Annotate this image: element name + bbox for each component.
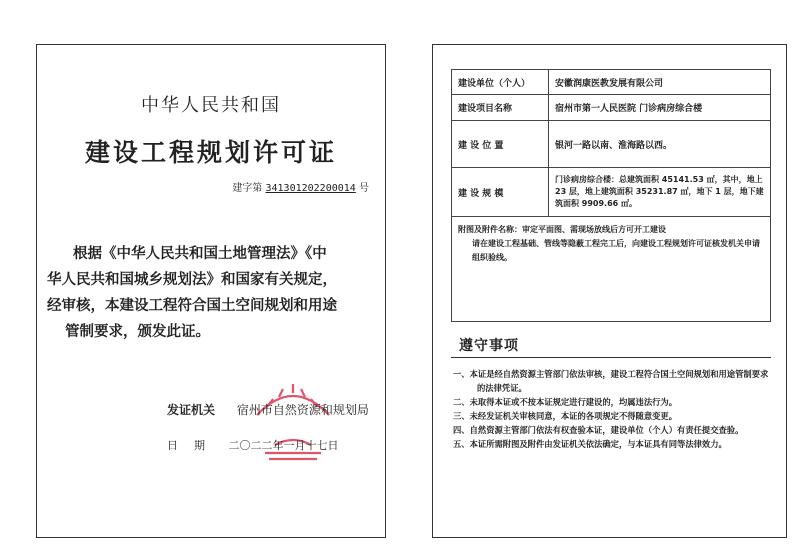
list-item: 五、本证所需附图及附件由发证机关依法确定，与本证具有同等法律效力。 — [453, 439, 727, 449]
body-line: 经审核，本建设工程符合国土空间规划和用途 — [47, 297, 337, 314]
issuer-value: 宿州市自然资源和规划局 — [236, 403, 369, 417]
certificate-back-page — [432, 44, 787, 538]
table-row — [452, 70, 771, 95]
table-row — [452, 217, 771, 322]
row-value: 安徽润康医教发展有限公司 — [549, 70, 771, 95]
certificate-number-value: 341301202200014 — [265, 183, 356, 194]
row-label: 建 设 规 模 — [452, 168, 549, 217]
list-item: 一、本证是经自然资源主管部门依法审核，建设工程符合国土空间规划和用途管制要求的法律凭证。 — [453, 369, 769, 393]
row-value: 门诊病房综合楼：总建筑面积 45141.53 ㎡，其中，地上 23 层，地上建筑面积 35231.87 ㎡，地下 1 层，地下建筑面积 9909.66 ㎡。 — [549, 168, 771, 217]
body-line: 华人民共和国城乡规划法》和国家有关规定， — [47, 271, 337, 288]
row-label: 建 设 位 置 — [452, 121, 549, 168]
date-label: 日期 — [167, 439, 221, 452]
notes-title: 遵守事项 — [459, 338, 519, 354]
list-item: 三、未经发证机关审核同意，本证的各项规定不得随意变更。 — [453, 411, 678, 421]
list-item: 二、未取得本证或不按本证规定进行建设的，均属违法行为。 — [453, 397, 678, 407]
attachments-line: 附图及附件名称：审定平面图、需现场放线后方可开工建设 — [458, 225, 666, 234]
certificate-title: 建设工程规划许可证 — [84, 138, 337, 167]
table-row — [452, 95, 771, 121]
certificate-body — [47, 241, 379, 345]
issuer-row — [167, 401, 369, 418]
notes-list — [453, 367, 771, 451]
certificate-number-suffix: 号 — [359, 183, 369, 194]
row-label: 建设单位（个人） — [452, 70, 549, 95]
table-row — [452, 168, 771, 217]
row-value: 宿州市第一人民医院 门诊病房综合楼 — [549, 95, 771, 121]
attachments-cell — [452, 217, 771, 322]
project-info-table — [451, 69, 771, 322]
notes-divider — [451, 357, 771, 358]
row-value: 银河一路以南、淮海路以西。 — [549, 121, 771, 168]
row-label: 建设项目名称 — [452, 95, 549, 121]
certificate-number-prefix: 建字第 — [232, 183, 263, 194]
country-name: 中华人民共和国 — [141, 95, 281, 116]
certificate-front-page — [36, 44, 386, 538]
date-row — [167, 437, 339, 453]
certificate-number — [232, 179, 369, 194]
issuer-label: 发证机关 — [167, 403, 216, 417]
list-item: 四、自然资源主管部门依法有权查验本证，建设单位（个人）有责任提交查验。 — [453, 425, 744, 435]
body-line: 根据《中华人民共和国土地管理法》《中 — [73, 245, 327, 262]
attachments-note: 请在建设工程基础、管线等隐蔽工程完工后，向建设工程规划许可证核发机关申请组织验线。 — [472, 239, 760, 262]
body-line: 管制要求，颁发此证。 — [65, 323, 210, 340]
table-row — [452, 121, 771, 168]
date-value: 二〇二二年一月十七日 — [228, 439, 339, 452]
